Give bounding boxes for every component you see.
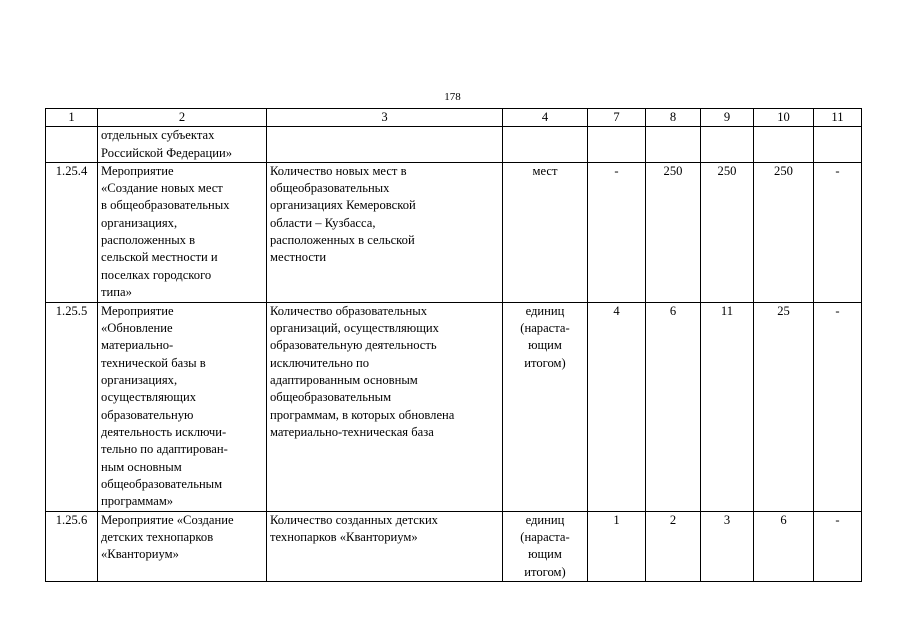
header-cell: 4	[503, 109, 588, 127]
value-col-11: -	[814, 511, 862, 581]
table-row	[46, 127, 862, 163]
indicator-name: Количество созданных детских технопарков «Кванториум»	[267, 511, 503, 581]
value-col-11: -	[814, 162, 862, 302]
header-cell: 2	[98, 109, 267, 127]
value-col-8: 250	[646, 162, 701, 302]
header-cell: 3	[267, 109, 503, 127]
value-col-10: 6	[754, 511, 814, 581]
value-col-10: 250	[754, 162, 814, 302]
row-number	[46, 127, 98, 163]
value-col-8	[646, 127, 701, 163]
value-col-9: 250	[701, 162, 754, 302]
header-cell: 1	[46, 109, 98, 127]
indicator-name: Количество новых мест в общеобразовательных организациях Кемеровской области – Кузбасса, расположенных в сельской местности	[267, 162, 503, 302]
value-col-7	[588, 127, 646, 163]
header-cell: 8	[646, 109, 701, 127]
value-col-8: 2	[646, 511, 701, 581]
value-col-9	[701, 127, 754, 163]
value-col-7: 4	[588, 302, 646, 511]
value-col-9: 11	[701, 302, 754, 511]
unit: мест	[503, 162, 588, 302]
row-number: 1.25.4	[46, 162, 98, 302]
value-col-7: -	[588, 162, 646, 302]
value-col-9: 3	[701, 511, 754, 581]
value-col-7: 1	[588, 511, 646, 581]
event-name: Мероприятие «Создание детских технопарков «Кванториум»	[98, 511, 267, 581]
header-cell: 11	[814, 109, 862, 127]
unit: единиц (нараста- ющим итогом)	[503, 511, 588, 581]
value-col-10	[754, 127, 814, 163]
value-col-8: 6	[646, 302, 701, 511]
indicator-name	[267, 127, 503, 163]
table-row	[46, 511, 862, 581]
value-col-11	[814, 127, 862, 163]
row-number: 1.25.5	[46, 302, 98, 511]
row-number: 1.25.6	[46, 511, 98, 581]
table-row	[46, 162, 862, 302]
header-cell: 7	[588, 109, 646, 127]
value-col-11: -	[814, 302, 862, 511]
event-name: Мероприятие «Обновление материально- технической базы в организациях, осуществляющих образовательную деятельность исключи- тельно по адаптирован- ным основным общеобразовательным программам»	[98, 302, 267, 511]
value-col-10: 25	[754, 302, 814, 511]
event-name: Мероприятие «Создание новых мест в общеобразовательных организациях, расположенных в сельской местности и поселках городского типа»	[98, 162, 267, 302]
indicators-table	[45, 108, 862, 582]
page-number: 178	[444, 91, 461, 103]
unit: единиц (нараста- ющим итогом)	[503, 302, 588, 511]
header-cell: 9	[701, 109, 754, 127]
table-header-row	[46, 109, 862, 127]
unit	[503, 127, 588, 163]
table-row	[46, 302, 862, 511]
indicator-name: Количество образовательных организаций, осуществляющих образовательную деятельность исключительно по адаптированным основным общеобразовательным программам, в которых обновлена материально-техническая база	[267, 302, 503, 511]
header-cell: 10	[754, 109, 814, 127]
event-name: отдельных субъектах Российской Федерации»	[98, 127, 267, 163]
